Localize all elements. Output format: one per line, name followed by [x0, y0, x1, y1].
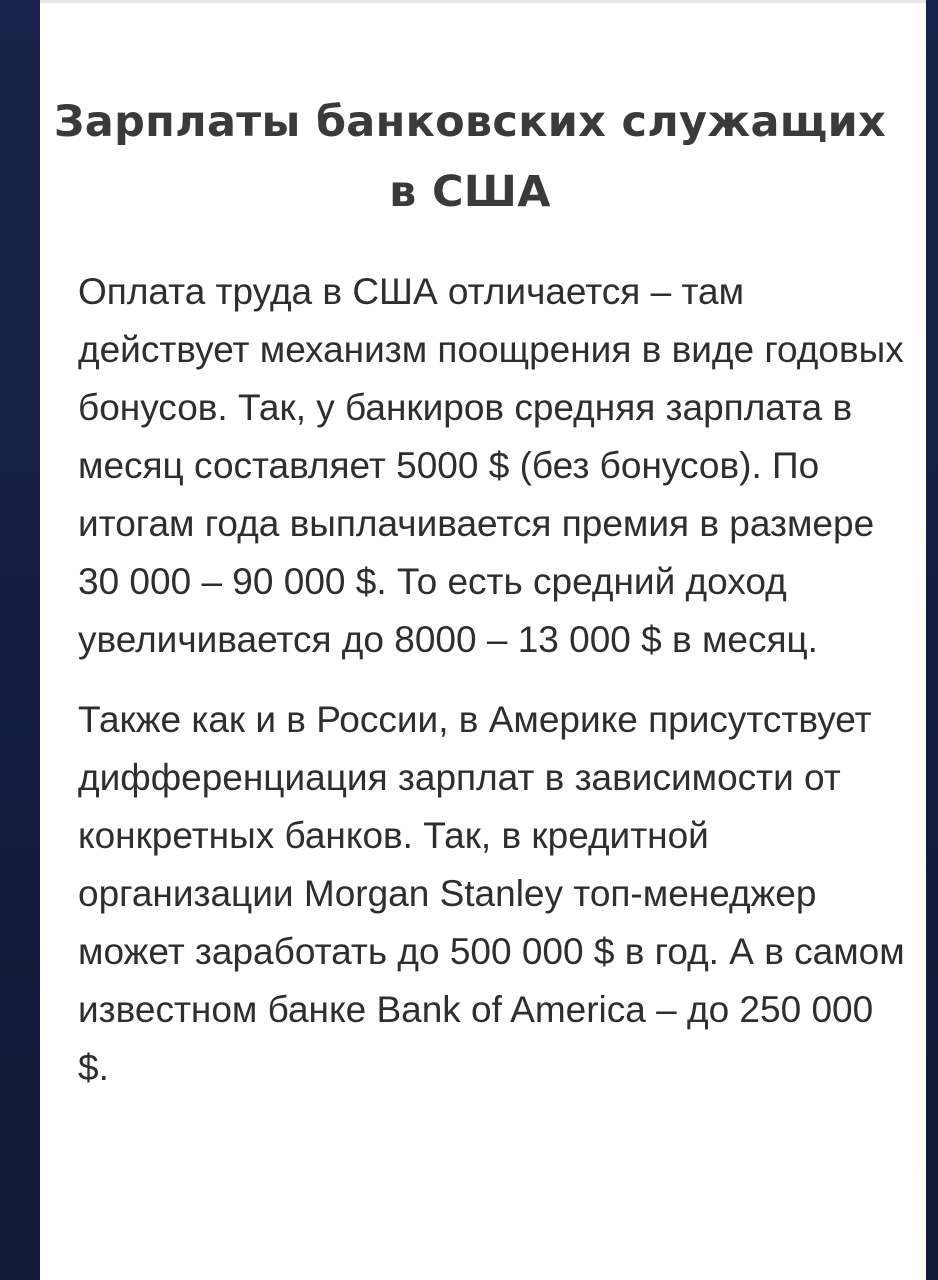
- article-title: Зарплаты банковских служащих в США: [53, 97, 887, 217]
- article-card: [40, 0, 926, 1280]
- paragraph-bank-differentiation: Также как и в России, в Америке присутствует дифференциация зарплат в зависимости от конкретных банков. Так, в кредитной организации Morgan Stanley топ-менеджер может заработать до 500 000 $ в год. А в самом известном банке Bank of America – до 250 000 $.: [78, 699, 905, 1088]
- article-body: [78, 263, 908, 1119]
- paragraph-us-bonuses: Оплата труда в США отличается – там действует механизм поощрения в виде годовых бонусов. Так, у банкиров средняя зарплата в месяц составляет 5000 $ (без бонусов). По итогам года выплачивается премия в размере 30 000 – 90 000 $. То есть средний доход увеличивается до 8000 – 13 000 $ в месяц.: [78, 271, 904, 660]
